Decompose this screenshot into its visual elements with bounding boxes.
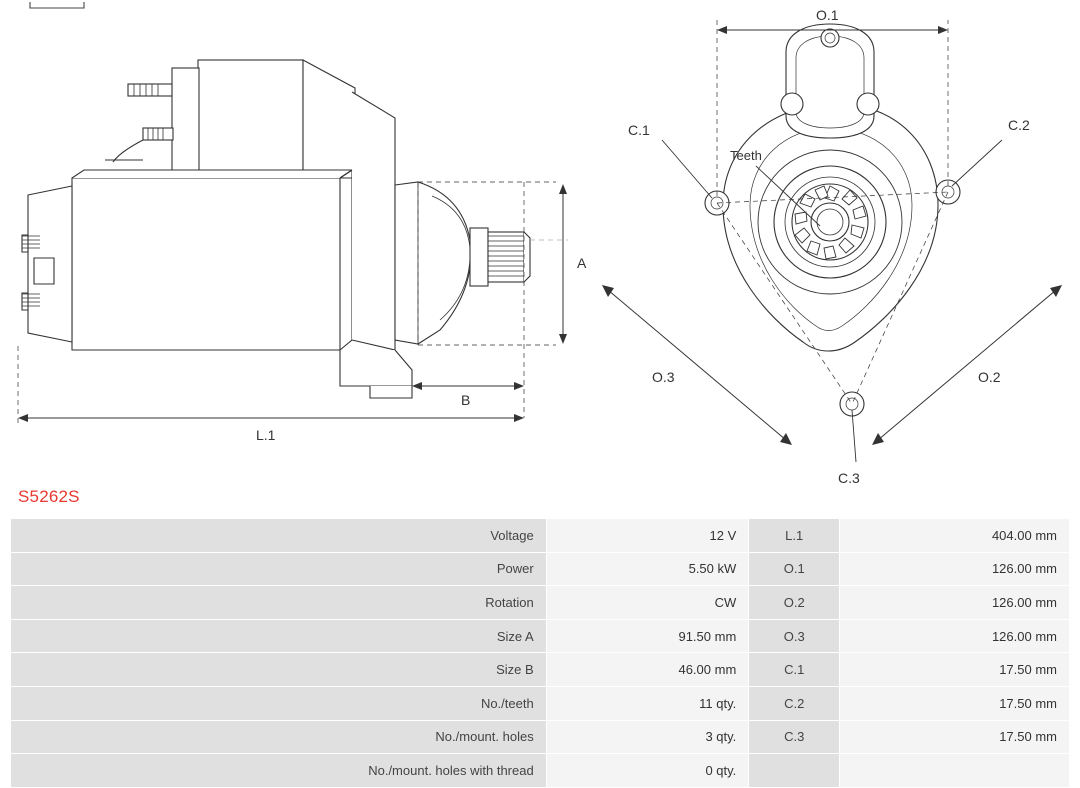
table-row (11, 586, 1070, 620)
spec-label: Rotation (11, 586, 547, 620)
part-number: S5262S (18, 487, 80, 506)
spec-label: No./teeth (11, 686, 547, 720)
svg-text:C.2: C.2 (1008, 117, 1030, 133)
table-row (11, 519, 1070, 553)
svg-text:A: A (577, 255, 587, 271)
spec-label: Power (11, 552, 547, 586)
table-row (11, 619, 1070, 653)
spec-label: Size A (11, 619, 547, 653)
spec-value: 91.50 mm (546, 619, 749, 653)
dimension-code: C.2 (749, 686, 840, 720)
dimension-value: 17.50 mm (840, 686, 1070, 720)
spec-value: 12 V (546, 519, 749, 553)
spec-value: 3 qty. (546, 720, 749, 754)
spec-label: No./mount. holes with thread (11, 754, 547, 788)
specification-table (10, 518, 1070, 788)
dimension-value: 126.00 mm (840, 552, 1070, 586)
spec-value: 46.00 mm (546, 653, 749, 687)
dimension-code: C.3 (749, 720, 840, 754)
starter-side-view-drawing (0, 0, 600, 470)
table-row (11, 720, 1070, 754)
dimension-code: O.3 (749, 619, 840, 653)
spec-label: Size B (11, 653, 547, 687)
svg-text:L.1: L.1 (256, 427, 276, 443)
dimension-value: 126.00 mm (840, 586, 1070, 620)
svg-text:O.1: O.1 (816, 7, 839, 23)
spec-value: 0 qty. (546, 754, 749, 788)
spec-label: Voltage (11, 519, 547, 553)
dimension-code: O.2 (749, 586, 840, 620)
spec-label: No./mount. holes (11, 720, 547, 754)
table-row (11, 686, 1070, 720)
svg-text:O.2: O.2 (978, 369, 1001, 385)
dimension-value: 17.50 mm (840, 653, 1070, 687)
svg-text:O.3: O.3 (652, 369, 675, 385)
dimension-value: 404.00 mm (840, 519, 1070, 553)
dimension-code: L.1 (749, 519, 840, 553)
starter-front-view-drawing (590, 0, 1080, 486)
dimension-value: 126.00 mm (840, 619, 1070, 653)
dimension-value-empty (840, 754, 1070, 788)
svg-text:C.1: C.1 (628, 122, 650, 138)
dimension-code: C.1 (749, 653, 840, 687)
dimension-code: O.1 (749, 552, 840, 586)
dimension-value: 17.50 mm (840, 720, 1070, 754)
table-row (11, 754, 1070, 788)
svg-text:Teeth: Teeth (730, 148, 762, 163)
spec-value: 11 qty. (546, 686, 749, 720)
dimension-code-empty (749, 754, 840, 788)
svg-text:B: B (461, 392, 471, 408)
table-row (11, 552, 1070, 586)
spec-value: 5.50 kW (546, 552, 749, 586)
svg-text:C.3: C.3 (838, 470, 860, 486)
table-row (11, 653, 1070, 687)
spec-value: CW (546, 586, 749, 620)
